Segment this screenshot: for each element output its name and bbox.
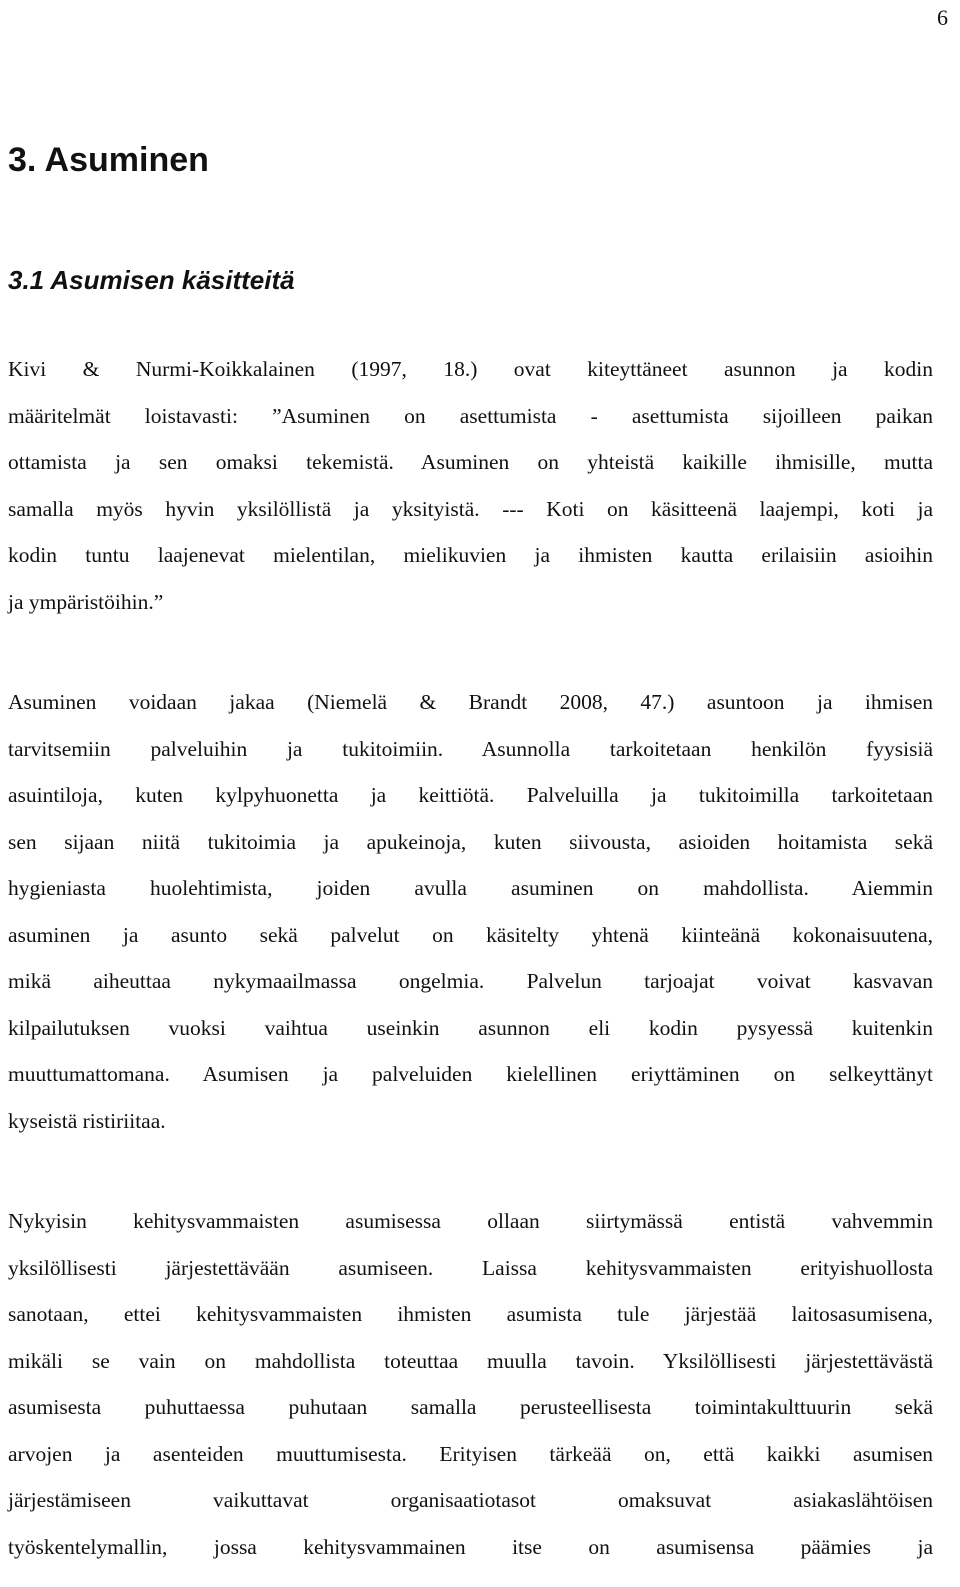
paragraph-line: kilpailutuksen vuoksi vaihtua useinkin asunnon eli kodin pysyessä kuitenkin [8, 1015, 933, 1040]
paragraph-line: asumisesta puhuttaessa puhutaan samalla perusteellisesta toimintakulttuurin sekä [8, 1395, 933, 1419]
paragraph-line: Nykyisin kehitysvammaisten asumisessa ollaan siirtymässä entistä vahvemmin [8, 1209, 933, 1233]
paragraph-line: tarvitsemiin palveluihin ja tukitoimiin. Asunnolla tarkoitetaan henkilön fyysisiä [8, 736, 933, 761]
paragraph-line: mikäli se vain on mahdollista toteuttaa muulla tavoin. Yksilöllisesti järjestettävästä [8, 1348, 933, 1373]
paragraph-line: kyseistä ristiriitaa. [8, 1108, 166, 1133]
paragraph-line: samalla myös hyvin yksilöllistä ja yksityistä. --- Koti on käsitteenä laajempi, koti ja [8, 496, 933, 521]
page-number: 6 [937, 5, 948, 30]
paragraph-line: sen sijaan niitä tukitoimia ja apukeinoja, kuten siivousta, asioiden hoitamista sekä [8, 829, 933, 854]
paragraph-3 [8, 1198, 933, 1570]
paragraph-line: asuminen ja asunto sekä palvelut on käsitelty yhtenä kiinteänä kokonaisuutena, [8, 922, 933, 947]
paragraph-line: muuttumattomana. Asumisen ja palveluiden kielellinen eriyttäminen on selkeyttänyt [8, 1062, 933, 1086]
paragraph-line: Kivi & Nurmi-Koikkalainen (1997, 18.) ovat kiteyttäneet asunnon ja kodin [8, 357, 933, 381]
paragraph-line: hygieniasta huolehtimista, joiden avulla asuminen on mahdollista. Aiemmin [8, 876, 933, 900]
paragraph-line: määritelmät loistavasti: ”Asuminen on asettumista - asettumista sijoilleen paikan [8, 403, 933, 428]
paragraph-1 [8, 346, 933, 625]
paragraph-2 [8, 679, 933, 1144]
paragraph-line: sanotaan, ettei kehitysvammaisten ihmisten asumista tule järjestää laitosasumisena, [8, 1302, 933, 1326]
paragraph-line: mikä aiheuttaa nykymaailmassa ongelmia. Palvelun tarjoajat voivat kasvavan [8, 969, 933, 993]
paragraph-line: Asuminen voidaan jakaa (Niemelä & Brandt 2008, 47.) asuntoon ja ihmisen [8, 690, 933, 714]
section-heading: 3.1 Asumisen käsitteitä [8, 265, 295, 295]
paragraph-line: asuintiloja, kuten kylpyhuonetta ja keittiötä. Palveluilla ja tukitoimilla tarkoitetaan [8, 783, 933, 807]
paragraph-line: järjestämiseen vaikuttavat organisaatiotasot omaksuvat asiakaslähtöisen [8, 1488, 933, 1512]
paragraph-line: kodin tuntu laajenevat mielentilan, mielikuvien ja ihmisten kautta erilaisiin asioihin [8, 543, 933, 567]
paragraph-line: ja ympäristöihin.” [8, 589, 164, 614]
paragraph-line: työskentelymallin, jossa kehitysvammainen itse on asumisensa päämies ja [8, 1534, 933, 1559]
paragraph-line: yksilöllisesti järjestettävään asumiseen. Laissa kehitysvammaisten erityishuollosta [8, 1255, 933, 1280]
paragraph-line: arvojen ja asenteiden muuttumisesta. Erityisen tärkeää on, että kaikki asumisen [8, 1441, 933, 1466]
paragraph-line: ottamista ja sen omaksi tekemistä. Asuminen on yhteistä kaikille ihmisille, mutta [8, 450, 933, 474]
chapter-heading: 3. Asuminen [8, 141, 209, 179]
